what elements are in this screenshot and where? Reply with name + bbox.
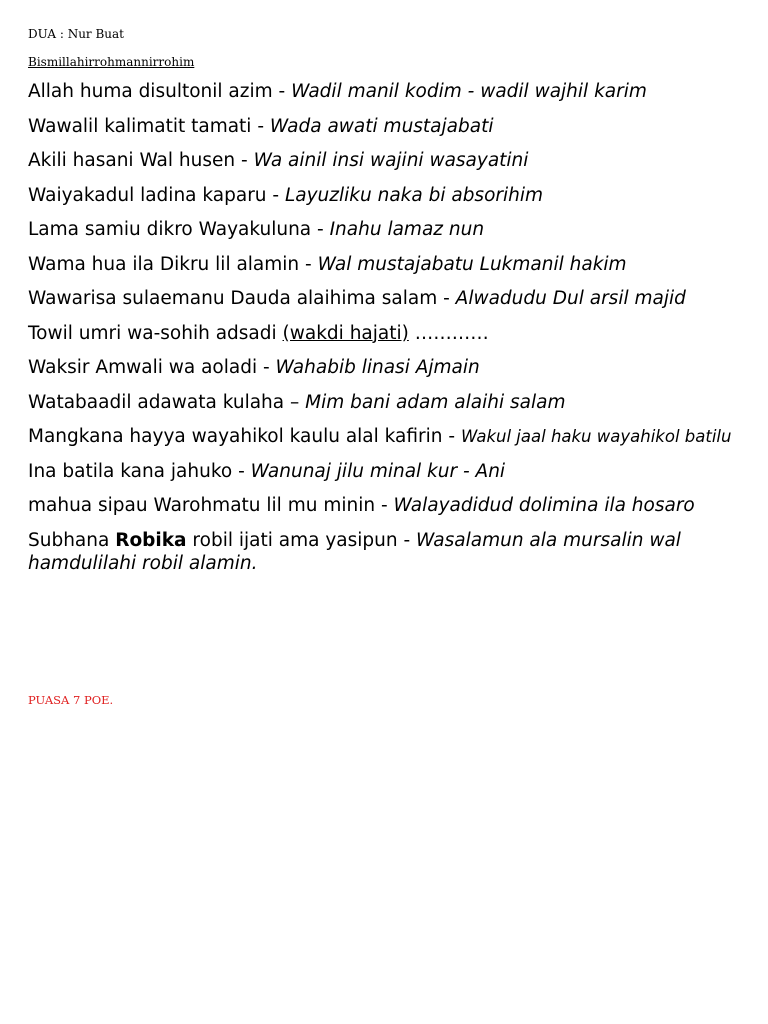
document-title: DUA : Nur Buat [28,27,125,41]
line-translation: Walayadidud dolimina ila hosaro [393,495,695,516]
line-text: Watabaadil adawata kulaha – [28,391,306,413]
line-text-continued: robil ijati ama yasipun - [186,529,417,551]
line-text: Ina batila kana jahuko - [28,460,251,482]
line-translation: Wanunaj jilu minal kur - Ani [250,460,506,482]
dua-line [28,460,748,483]
line-translation: Wada awati mustajabati [269,115,494,137]
line-translation: Wasalamun ala mursalin wal hamdulilahi robil alamin. [28,529,681,574]
dua-line [28,529,748,575]
line-translation: Wahabib linasi Ajmain [275,357,480,378]
dua-line [28,80,748,103]
line-trailing: ………… [408,322,489,344]
bold-word: Robika [115,529,187,551]
line-text: Subhana [28,529,116,551]
dua-line [28,253,748,276]
dua-line [28,494,748,517]
line-text: Allah huma disultonil azim - [28,81,292,102]
line-text: Waksir Amwali wa aoladi - [28,357,276,378]
underlined-phrase: (wakdi hajati) [282,322,409,344]
dua-line [28,218,748,241]
dua-line [28,356,748,379]
line-text: Wawarisa sulaemanu Dauda alaihima salam - [28,288,456,309]
dua-line [28,425,748,448]
line-text: Lama samiu dikro Wayakuluna - [28,219,330,240]
line-text: Towil umri wa-sohih adsadi [28,322,283,344]
line-text: Wama hua ila Dikru lil alamin - [28,253,318,275]
line-text: Waiyakadul ladina kaparu - [28,184,285,206]
line-text: Mangkana hayya wayahikol kaulu alal kafirin - [28,426,461,447]
basmala-heading: Bismillahirrohmannirrohim [28,55,195,69]
dua-lines [28,80,748,586]
line-translation: Wadil manil kodim - wadil wajhil karim [291,81,647,102]
dua-line [28,391,748,414]
line-text: mahua sipau Warohmatu lil mu minin - [28,495,394,516]
line-translation: Wa ainil insi wajini wasayatini [253,150,529,171]
dua-line [28,184,748,207]
dua-line [28,115,748,138]
dua-line [28,322,748,345]
footer-note: PUASA 7 POE. [28,693,114,707]
line-translation: Layuzliku naka bi absorihim [284,184,544,206]
line-translation: Wal mustajabatu Lukmanil hakim [317,253,627,275]
line-text: Wawalil kalimatit tamati - [28,115,270,137]
line-translation: Wakul jaal haku wayahikol batilu [460,427,732,446]
line-translation: Alwadudu Dul arsil majid [455,288,686,309]
dua-line [28,149,748,172]
dua-line [28,287,748,310]
line-translation: Mim bani adam alaihi salam [305,391,566,413]
line-translation: Inahu lamaz nun [329,219,485,240]
line-text: Akili hasani Wal husen - [28,150,254,171]
